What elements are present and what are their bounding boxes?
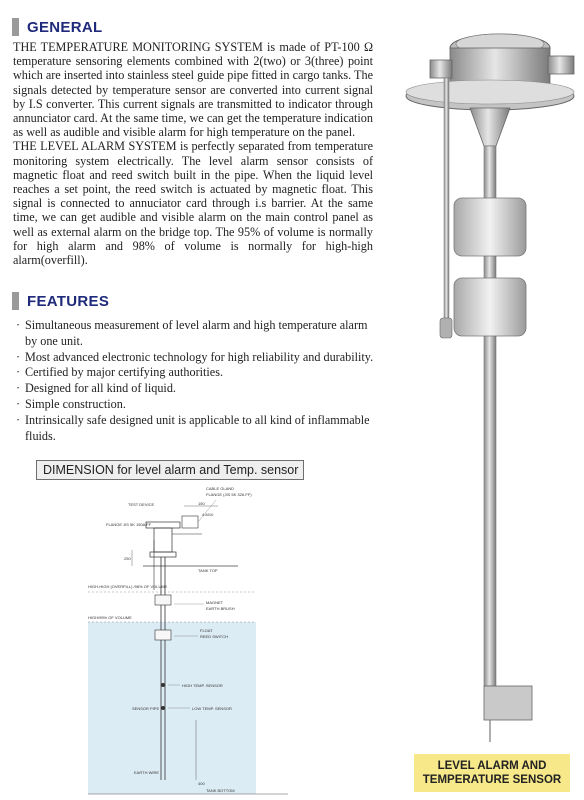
cable-fitting-right (548, 56, 574, 74)
label-float: FLOAT (200, 628, 213, 633)
heading-bar (12, 18, 19, 36)
cable-gland (182, 516, 198, 528)
test-rod (444, 78, 449, 318)
label-low-temp: LOW TEMP. SENSOR (192, 706, 232, 711)
label-earth-wire: EARTH WIRE (134, 770, 160, 775)
feature-item: · Designed for all kind of liquid. (16, 381, 376, 397)
test-rod-end (440, 318, 452, 338)
dimension-title: DIMENSION for level alarm and Temp. sensor (43, 463, 299, 477)
bottom-bracket (484, 686, 532, 720)
features-list (16, 318, 376, 444)
label-high-temp: HIGH TEMP. SENSOR (182, 683, 223, 688)
mounting-flange-top (406, 80, 574, 104)
caption-line-1: LEVEL ALARM AND (437, 760, 547, 772)
label-earth-brush: EARTH BRUSH (206, 606, 235, 611)
label-tank-top: TANK TOP (198, 568, 218, 573)
label-sensor-pipe: SENSOR PIPE (132, 706, 160, 711)
label-high-high: HIGH-HIGH (OVERFILL) /98% OF VOLUME (88, 584, 168, 589)
label-test-device: TEST DEVICE (128, 502, 155, 507)
label-magnet: MAGNET (206, 600, 224, 605)
label-tank-bottom: TANK BOTTOM (206, 788, 235, 793)
product-illustration (388, 0, 584, 750)
upper-float (454, 198, 526, 256)
low-temp-sensor-mark (161, 706, 165, 710)
head-housing (450, 48, 550, 84)
feature-item: · Simultaneous measurement of level alarm and high temperature alarm by one unit. (16, 318, 376, 350)
general-body (13, 40, 373, 267)
reducer-cone (470, 108, 510, 146)
label-cable-gland: CABLE GLAND (206, 486, 235, 491)
features-title: FEATURES (27, 292, 110, 310)
label-flange: FLANGE (JIS 5K 32A FF) (206, 492, 252, 497)
label-dim-250: 250 (124, 556, 131, 561)
float-lower (155, 630, 171, 640)
general-paragraph-1: THE TEMPERATURE MONITORING SYSTEM is made of PT-100 Ω temperature sensoring elements combined with 2(two) or 3(three) point which are inserted into stainless steel guide pipe fitted in cargo tanks. The signals detected by temperature sensor are converted into current signal by I.S converter. This current signals are transmitted to indicator through annunciator card. At the same time, we can get the temperature indication as well as audible and visible alarm for high temperature on the panel. (13, 40, 374, 140)
feature-item: · Simple construction. (16, 397, 376, 413)
dimension-title-box (36, 460, 304, 480)
label-reed-switch: REED SWITCH (200, 634, 228, 639)
label-dim-150: 150 (198, 501, 205, 506)
float-upper (155, 595, 171, 605)
lower-float (454, 278, 526, 336)
caption-line-2: TEMPERATURE SENSOR (422, 774, 562, 786)
label-dim-400: 400 (198, 781, 205, 786)
features-heading (12, 292, 109, 310)
head-body (154, 528, 172, 552)
label-dim-4-m10: 4-M10 (202, 512, 214, 517)
dimension-drawing (88, 480, 308, 800)
general-title: GENERAL (27, 18, 103, 36)
feature-item: · Certified by major certifying authorities. (16, 365, 376, 381)
label-flange-left: FLANGE JIS 5K 150A FF (106, 522, 152, 527)
label-high-95: HIGH/95% OF VOLUME (88, 615, 132, 620)
test-device-left (430, 60, 452, 78)
product-caption (414, 754, 570, 792)
heading-bar (12, 292, 19, 310)
general-heading (12, 18, 102, 36)
general-paragraph-2: THE LEVEL ALARM SYSTEM is perfectly separated from temperature monitoring system electrically. The level alarm sensor consists of magnetic float and reed switch built in the pipe. When the liquid level reaches a set point, the reed switch is actuated by magnetic float. This signal is connected to annuciator card through i.s barrier. At the same time, we can get audible and visible alarm on the main control panel as well as external alarm on the bridge top. The 95% of volume is normally for high alarm and 98% of volume is normally for high-high alarm(overfill). (13, 139, 373, 268)
high-temp-sensor-mark (161, 683, 165, 687)
feature-item: · Intrinsically safe designed unit is applicable to all kind of inflammable fluids. (16, 413, 376, 445)
feature-item: · Most advanced electronic technology for high reliability and durability. (16, 350, 376, 366)
